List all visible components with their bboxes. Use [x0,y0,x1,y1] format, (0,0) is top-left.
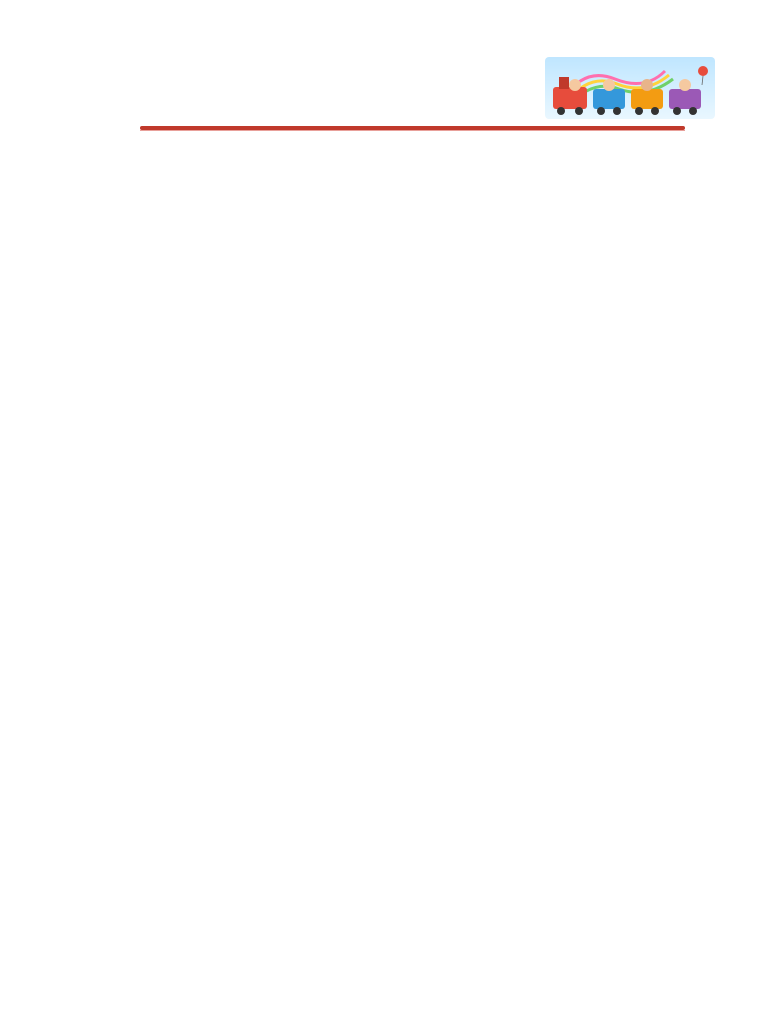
header-divider-shadow [140,130,685,131]
train-logo-image [545,57,715,119]
